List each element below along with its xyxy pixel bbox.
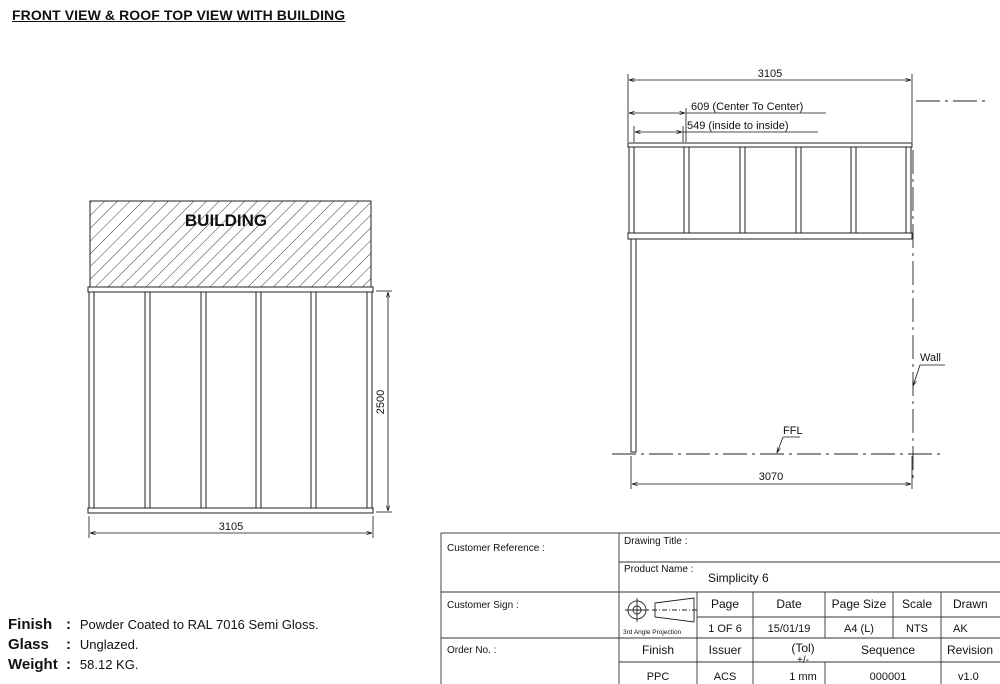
projection-symbol-icon <box>625 598 697 622</box>
page-value: 1 OF 6 <box>708 623 742 635</box>
finish-label: Finish <box>641 643 675 657</box>
drawing-title-label: Drawing Title : <box>624 536 688 547</box>
base-dim-text: 3070 <box>758 471 784 483</box>
ffl-label: FFL <box>783 425 803 437</box>
front-bottom-rail <box>88 508 373 513</box>
date-label: Date <box>776 597 802 611</box>
front-posts <box>89 292 372 508</box>
finish-spec: Finish : Powder Coated to RAL 7016 Semi Gloss. <box>8 616 319 633</box>
scale-value: NTS <box>906 623 928 635</box>
weight-spec: Weight : 58.12 KG. <box>8 656 139 673</box>
glass-value: Unglazed. <box>79 637 139 652</box>
finish-value: Powder Coated to RAL 7016 Semi Gloss. <box>79 617 319 632</box>
front-width-dim-text: 3105 <box>218 521 244 533</box>
inside-dim-text: 549 (inside to inside) <box>687 120 789 132</box>
finish-key: Finish <box>8 616 53 633</box>
issuer-label: Issuer <box>708 643 742 657</box>
page-size-value: A4 (L) <box>844 623 874 635</box>
product-name-label: Product Name : <box>624 564 694 575</box>
roof-rafters <box>629 147 911 233</box>
drawn-label: Drawn <box>953 597 988 611</box>
front-top-rail <box>88 287 373 292</box>
page-label: Page <box>710 597 740 611</box>
finish-value: PPC <box>646 671 670 683</box>
customer-reference-label: Customer Reference : <box>447 543 545 554</box>
page-size-label: Page Size <box>831 597 887 611</box>
sequence-value: 000001 <box>869 671 907 683</box>
overall-dim-text: 3105 <box>757 68 783 80</box>
glass-spec: Glass : Unglazed. <box>8 636 139 653</box>
product-name-value: Simplicity 6 <box>708 571 769 585</box>
issuer-value: ACS <box>713 671 737 683</box>
center-dim-text: 609 (Center To Center) <box>691 101 804 113</box>
date-value: 15/01/19 <box>767 623 811 635</box>
drawn-value: AK <box>953 623 968 635</box>
weight-value: 58.12 KG. <box>79 657 139 672</box>
building-label: BUILDING <box>184 211 268 230</box>
tol-sub: +/- <box>797 655 809 666</box>
revision-label: Revision <box>947 643 994 657</box>
front-view <box>88 201 392 538</box>
side-leg-post <box>631 239 636 452</box>
wall-label: Wall <box>920 352 941 364</box>
revision-value: v1.0 <box>958 671 979 683</box>
tol-value: 1 mm <box>789 671 817 683</box>
sequence-label: Sequence <box>860 643 916 657</box>
order-no-label: Order No. : <box>447 645 497 656</box>
roof-bottom-rail <box>628 233 912 239</box>
scale-label: Scale <box>901 597 933 611</box>
glass-key: Glass <box>8 636 49 653</box>
tol-label: (Tol) <box>791 641 815 655</box>
side-view <box>612 68 985 489</box>
projection-label: 3rd Angle Projection <box>623 629 682 636</box>
roof-top-rail <box>628 143 912 147</box>
weight-key: Weight <box>8 656 58 673</box>
customer-sign-label: Customer Sign : <box>447 600 519 611</box>
height-dim-text: 2500 <box>375 389 387 415</box>
page-title: FRONT VIEW & ROOF TOP VIEW WITH BUILDING <box>12 7 346 23</box>
